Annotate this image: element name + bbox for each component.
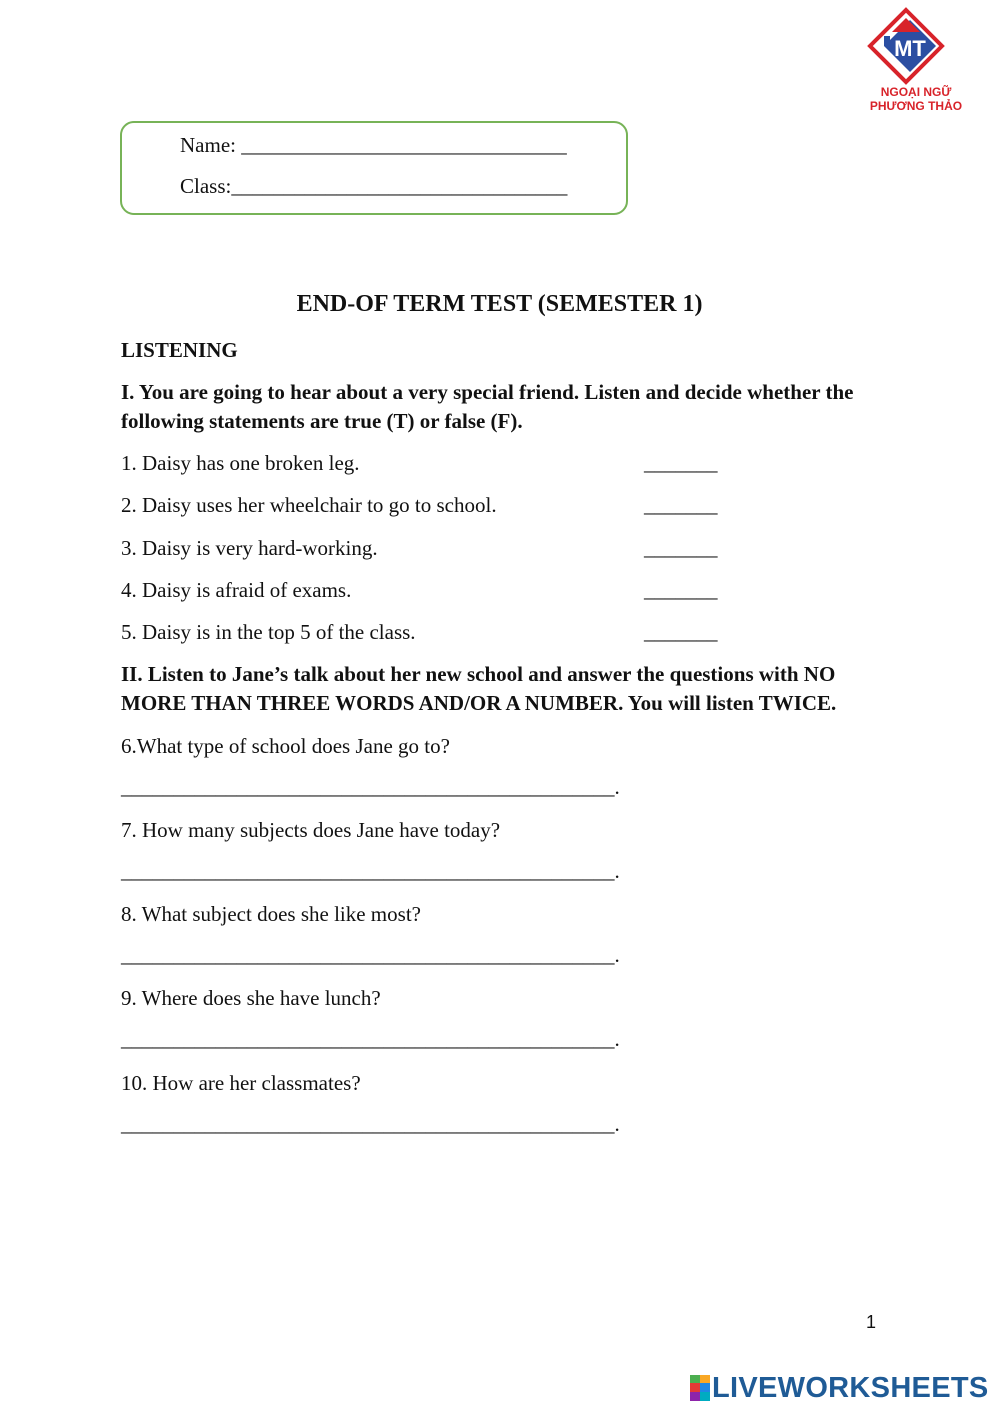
statement-3: 3. Daisy is very hard-working. — [121, 536, 378, 560]
liveworksheets-wordmark: LIVEWORKSHEETS — [712, 1371, 989, 1404]
statement-3-answer[interactable]: _______ — [644, 536, 718, 560]
question-9-answer[interactable]: _______________________________________________. — [121, 1027, 620, 1051]
student-info-box — [120, 121, 628, 215]
liveworksheets-icon — [690, 1375, 710, 1401]
test-title: END-OF TERM TEST (SEMESTER 1) — [296, 291, 703, 317]
question-9: 9. Where does she have lunch? — [121, 986, 381, 1010]
question-6-answer[interactable]: _______________________________________________. — [121, 775, 620, 799]
question-8-answer[interactable]: _______________________________________________. — [121, 943, 620, 967]
question-6: 6.What type of school does Jane go to? — [121, 734, 450, 758]
statement-5-answer[interactable]: _______ — [644, 620, 718, 644]
logo-diamond-icon — [862, 6, 970, 86]
logo-line2: PHƯƠNG THẢO — [869, 99, 963, 113]
question-7-answer[interactable]: _______________________________________________. — [121, 859, 620, 883]
class-field[interactable]: Class:________________________________ — [180, 174, 568, 198]
statement-2-answer[interactable]: _______ — [644, 493, 718, 517]
liveworksheets-brand — [690, 1372, 989, 1404]
logo-line1: NGOẠI NGỮ — [880, 85, 952, 99]
part2-instruction: II. Listen to Jane’s talk about her new school and answer the questions with NO MORE THAN THREE WORDS AND/OR A NUMBER. You will listen TWICE. — [121, 662, 837, 715]
logo-initials: MT — [894, 36, 926, 61]
part1-instruction: I. You are going to hear about a very special friend. Listen and decide whether the following statements are true (T) or false (F). — [121, 380, 854, 433]
question-10: 10. How are her classmates? — [121, 1071, 361, 1095]
school-logo — [862, 6, 970, 116]
question-8: 8. What subject does she like most? — [121, 902, 421, 926]
name-field[interactable]: Name: _______________________________ — [180, 133, 567, 157]
question-10-answer[interactable]: _______________________________________________. — [121, 1112, 620, 1136]
statement-2: 2. Daisy uses her wheelchair to go to school. — [121, 493, 497, 517]
question-7: 7. How many subjects does Jane have today? — [121, 818, 501, 842]
statement-1: 1. Daisy has one broken leg. — [121, 451, 360, 475]
statement-1-answer[interactable]: _______ — [644, 451, 718, 475]
statement-5: 5. Daisy is in the top 5 of the class. — [121, 620, 416, 644]
page-number: 1 — [866, 1312, 877, 1332]
statement-4-answer[interactable]: _______ — [644, 578, 718, 602]
statement-4: 4. Daisy is afraid of exams. — [121, 578, 352, 602]
section-heading: LISTENING — [121, 338, 238, 362]
